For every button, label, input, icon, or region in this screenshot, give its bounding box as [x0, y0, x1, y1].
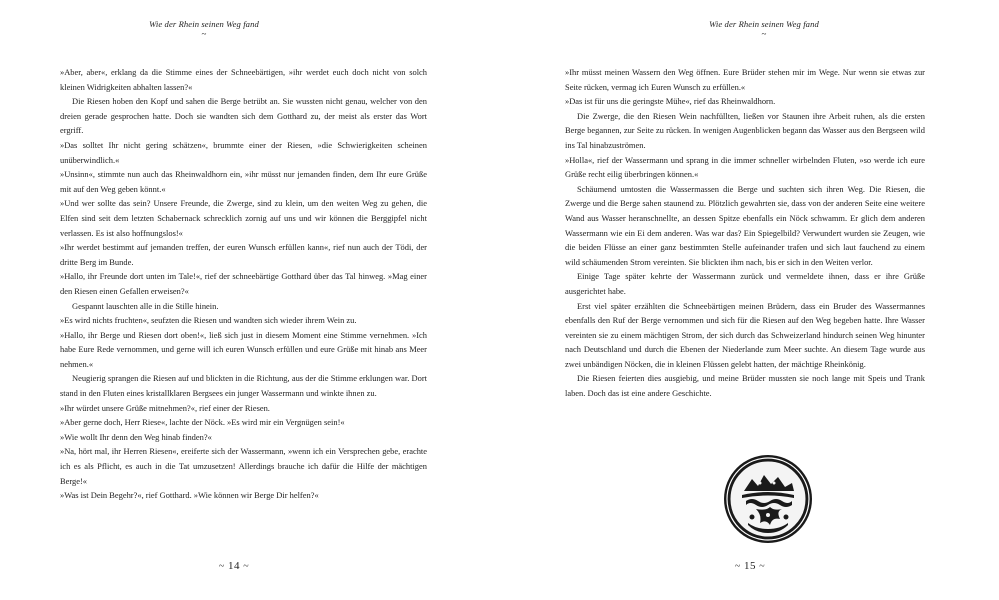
paragraph: »Aber gerne doch, Herr Riese«, lachte der Nöck. »Es wird mir ein Vergnügen sein!« — [60, 417, 345, 428]
paragraph: Neugierig sprangen die Riesen auf und blickten in die Richtung, aus der die Stimme erklungen war. Dort stand in den Fluten eines kristallklaren Bergsees ein junger Wassermann und winkte ihnen zu. — [60, 373, 427, 399]
swash-left-icon: ~ — [734, 561, 741, 572]
paragraph: Erst viel später erzählten die Schneebärtigen meinen Brüdern, dass ein Bruder des Wassermannes ebenfalls den Ruf der Berge vernommen und sich für die Riesen auf den Weg begeben hatte. Ihre Wasser vereinten sie zu einem mächtigen Strom, der sich durch das Schweizerland hindurch seinen Weg hinunter nach Deutschland und durch die Ebenen der Niederlande zum Meer suchte. An diesem Tage wurde aus zwei unbändigen Nöcken, die in kleinen Flüssen gelebt hatten, der mächtige Rheinkönig. — [565, 300, 925, 369]
paragraph: »Na, hört mal, ihr Herren Riesen«, ereiferte sich der Wassermann, »wenn ich ein Versprechen gebe, erachte ich es als Pflicht, es auch in die Tat umzusetzen! Allerdings brauche ich dafür die Hilfe der mächtigen Berge!« — [60, 446, 427, 486]
tilde-ornament-icon: ~ — [761, 29, 767, 39]
swash-left-icon: ~ — [218, 561, 225, 572]
swash-right-icon: ~ — [759, 561, 766, 572]
paragraph: »Unsinn«, stimmte nun auch das Rheinwaldhorn ein, »ihr müsst nur jemanden finden, dem Ihr eure Grüße mit auf den Weg geben könnt.« — [60, 169, 427, 194]
body-text — [60, 65, 427, 503]
page-number-value: 15 — [744, 560, 756, 572]
running-head-title: Wie der Rhein seinen Weg fand — [149, 19, 259, 29]
running-head — [664, 19, 864, 38]
page-number — [700, 560, 800, 572]
paragraph: Die Riesen hoben den Kopf und sahen die Berge betrübt an. Sie wussten nicht genau, welcher von den dreien gerade gesprochen hatte. Doch sie wandten sich dem Gotthard zu, der meist als erster das Wort ergriff. — [60, 96, 427, 136]
paragraph: Die Riesen feierten dies ausgiebig, und meine Brüder mussten sie noch lange mit Speis und Trank laben. Doch das ist eine andere Geschichte. — [565, 373, 925, 399]
paragraph: Schäumend umtosten die Wassermassen die Berge und suchten sich ihren Weg. Die Riesen, die Zwerge und die Berge sahen staunend zu. Plötzlich gewahrten sie, dass von der anderen Seite eine weitere Wand aus Wasser heranschnellte, an dessen Spitze ebenfalls ein Nöck schwamm. Er glich dem anderen Wassermann wie ein Ei dem anderen. Was war das? Ein Spiegelbild? Verwundert wurden sie Zeugen, wie die beiden Flüsse an einer ganz bestimmten Stelle aufeinander trafen und sich laut fauchend zu einem wild schäumenden Strom vereinten. Sie blickten ihm nach, bis er sich in den Weiten verlor. — [565, 183, 925, 267]
paragraph: Einige Tage später kehrte der Wassermann zurück und vermeldete ihnen, dass er ihre Grüße ausgerichtet habe. — [565, 271, 925, 296]
paragraph: »Hallo, ihr Berge und Riesen dort oben!«, ließ sich just in diesem Moment eine Stimme vernehmen. »Ich habe Eure Rede vernommen, und gerne will ich euren Wunsch erfüllen und eure Grüße mit hinab ans Meer nehmen.« — [60, 329, 427, 369]
paragraph: »Das solltet Ihr nicht gering schätzen«, brummte einer der Riesen, »die Schwierigkeiten scheinen unüberwindlich.« — [60, 139, 427, 165]
paragraph: »Ihr müsst meinen Wassern den Weg öffnen. Eure Brüder stehen mir im Wege. Nur wenn sie etwas zur Seite rücken, vermag ich Euren Wunsch zu erfüllen.« — [565, 67, 925, 92]
paragraph: »Und wer sollte das sein? Unsere Freunde, die Zwerge, sind zu klein, um den weiten Weg zu gehen, die Elfen sind seit dem letzten Schabernack schrecklich zornig auf uns und wir können die Berggipfel nicht verlassen. Es ist also hoffnungslos!« — [60, 198, 427, 238]
paragraph: Gespannt lauschten alle in die Stille hinein. — [72, 300, 219, 311]
right-page — [500, 0, 999, 600]
swash-right-icon: ~ — [243, 561, 250, 572]
paragraph: »Aber, aber«, erklang da die Stimme eines der Schneebärtigen, »ihr werdet euch doch nicht von solch kleinen Widrigkeiten abhalten lassen?« — [60, 67, 427, 92]
paragraph: »Holla«, rief der Wassermann und sprang in die immer schneller wirbelnden Fluten, »so werde ich eure Grüße recht eilig überbringen können.« — [565, 154, 925, 180]
paragraph: »Das ist für uns die geringste Mühe«, rief das Rheinwaldhorn. — [565, 96, 776, 107]
paragraph: »Was ist Dein Begehr?«, rief Gotthard. »Wie können wir Berge Dir helfen?« — [60, 490, 319, 501]
running-head-title: Wie der Rhein seinen Weg fand — [709, 19, 819, 29]
tilde-ornament-icon: ~ — [201, 29, 207, 39]
paragraph: Die Zwerge, die den Riesen Wein nachfüllten, ließen vor Staunen ihre Arbeit ruhen, als die ersten Berge begannen, zur Seite zu rücken. In wenigen Augenblicken begann das Wasser aus den Bergseen wild ins Tal hinabzuströmen. — [565, 110, 925, 150]
paragraph: »Wie wollt Ihr denn den Weg hinab finden?« — [60, 431, 212, 442]
paragraph: »Ihr würdet unsere Grüße mitnehmen?«, rief einer der Riesen. — [60, 402, 270, 413]
seal-vignette-icon — [722, 453, 814, 545]
paragraph: »Es wird nichts fruchten«, seufzten die Riesen und wandten sich wieder ihrem Wein zu. — [60, 315, 357, 326]
paragraph: »Hallo, ihr Freunde dort unten im Tale!«, rief der schneebärtige Gotthard über das Tal hinweg. »Mag einer den Riesen einen Gefallen erweisen?« — [60, 271, 427, 296]
running-head — [104, 19, 304, 38]
page-number — [184, 560, 284, 572]
body-text — [565, 65, 925, 401]
page-number-value: 14 — [228, 560, 240, 572]
paragraph: »Ihr werdet bestimmt auf jemanden treffen, der euren Wunsch erfüllen kann«, rief nun auch der Tödi, der dritte Berg im Bunde. — [60, 242, 427, 267]
